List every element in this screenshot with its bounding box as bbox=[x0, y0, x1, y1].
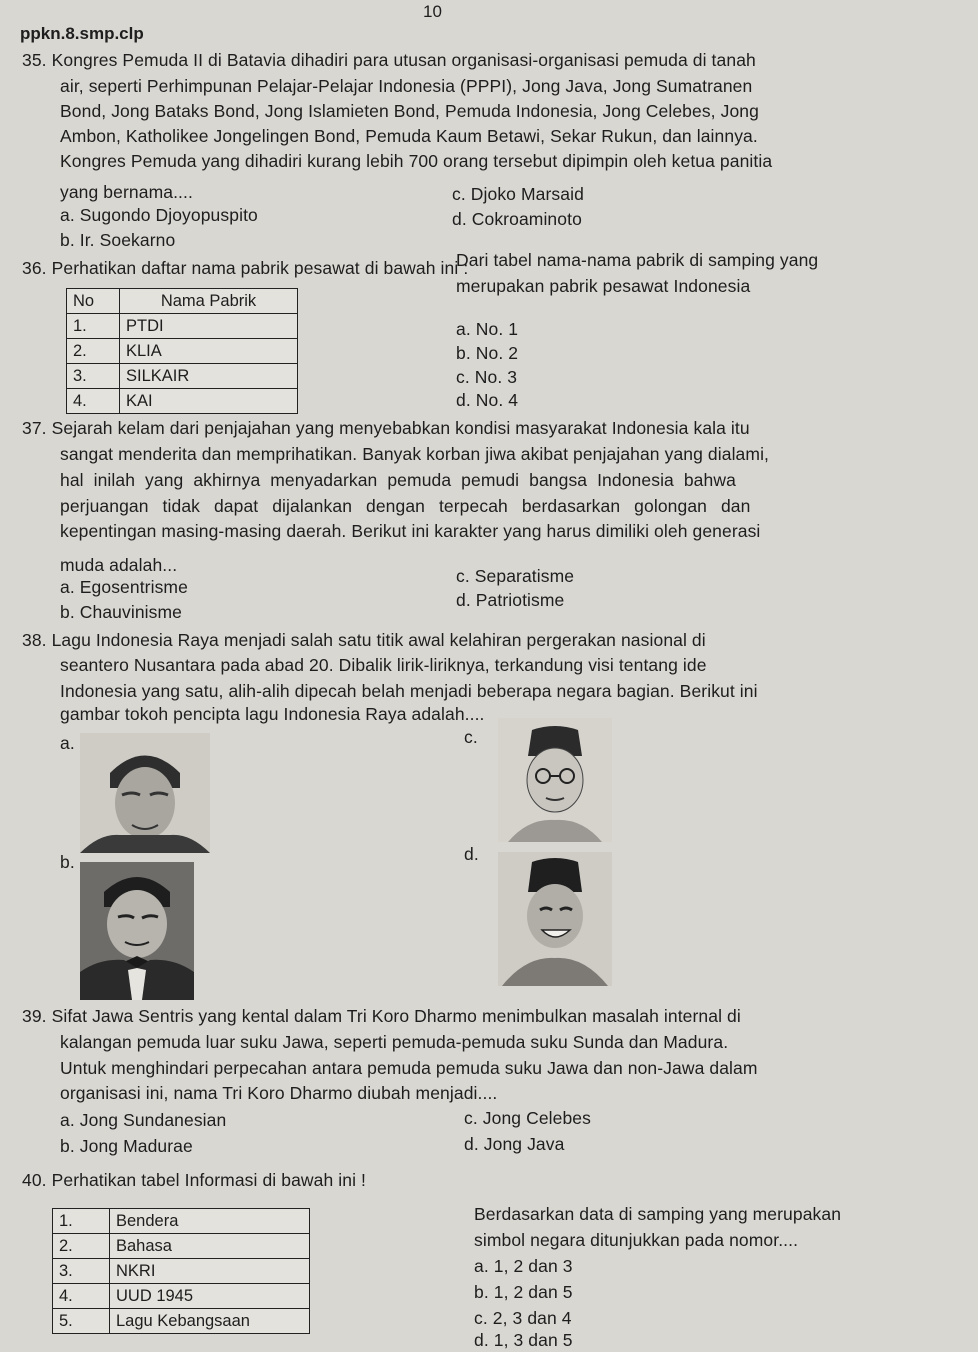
table-cell-item: UUD 1945 bbox=[110, 1284, 310, 1309]
q36-option-b[interactable]: b. No. 2 bbox=[456, 343, 519, 363]
q38-option-b-label[interactable]: b. bbox=[60, 852, 75, 872]
table-cell-no: 2. bbox=[53, 1234, 110, 1259]
portrait-d-graphic bbox=[498, 852, 612, 986]
q35-line-3: Bond, Jong Bataks Bond, Jong Islamieten Bond, Pemuda Indonesia, Jong Celebes, Jong bbox=[60, 101, 759, 121]
q36-factory-table bbox=[66, 288, 298, 414]
table-header-no: No bbox=[67, 289, 120, 314]
table-cell-no: 4. bbox=[67, 389, 120, 414]
q39-line-4: organisasi ini, nama Tri Koro Dharmo diubah menjadi.... bbox=[60, 1083, 498, 1103]
q37-option-a[interactable]: a. Egosentrisme bbox=[60, 577, 188, 597]
portrait-d-image[interactable] bbox=[498, 852, 612, 986]
q37-option-c[interactable]: c. Separatisme bbox=[456, 566, 575, 586]
q35-option-a[interactable]: a. Sugondo Djoyopuspito bbox=[60, 205, 258, 225]
q38-line-3: Indonesia yang satu, alih-alih dipecah belah menjadi beberapa negara bagian. Berikut ini bbox=[60, 681, 758, 701]
table-cell-no: 5. bbox=[53, 1309, 110, 1334]
portrait-b-image[interactable] bbox=[80, 862, 194, 1000]
portrait-b-graphic bbox=[80, 862, 194, 1000]
q35-line-2: air, seperti Perhimpunan Pelajar-Pelajar Indonesia (PPPI), Jong Java, Jong Sumatranen bbox=[60, 76, 753, 96]
q37-line-6: muda adalah... bbox=[60, 555, 178, 575]
q36-option-c[interactable]: c. No. 3 bbox=[456, 367, 518, 387]
table-row bbox=[53, 1259, 310, 1284]
table-cell-item: Bahasa bbox=[110, 1234, 310, 1259]
q35-option-d[interactable]: d. Cokroaminoto bbox=[452, 209, 582, 229]
q35-line-6: yang bernama.... bbox=[60, 182, 193, 202]
q39-option-c[interactable]: c. Jong Celebes bbox=[464, 1108, 591, 1128]
table-header-row bbox=[67, 289, 298, 314]
table-row bbox=[67, 339, 298, 364]
q36-option-a[interactable]: a. No. 1 bbox=[456, 319, 519, 339]
table-cell-name: PTDI bbox=[120, 314, 298, 339]
q38-option-c-label[interactable]: c. bbox=[464, 727, 478, 747]
q35-option-b[interactable]: b. Ir. Soekarno bbox=[60, 230, 176, 250]
table-cell-name: KAI bbox=[120, 389, 298, 414]
table-row bbox=[53, 1284, 310, 1309]
q40-side-line-2: simbol negara ditunjukkan pada nomor.... bbox=[474, 1230, 799, 1250]
q38-line-2: seantero Nusantara pada abad 20. Dibalik lirik-liriknya, terkandung visi tentang ide bbox=[60, 655, 707, 675]
q39-line-2: kalangan pemuda luar suku Jawa, seperti pemuda-pemuda suku Sunda dan Madura. bbox=[60, 1032, 729, 1052]
portrait-a-graphic bbox=[80, 733, 210, 853]
q36-side-line-1: Dari tabel nama-nama pabrik di samping yang bbox=[456, 250, 819, 270]
q40-info-table bbox=[52, 1208, 310, 1334]
q40-side-line-1: Berdasarkan data di samping yang merupakan bbox=[474, 1204, 842, 1224]
q40-option-a[interactable]: a. 1, 2 dan 3 bbox=[474, 1256, 573, 1276]
table-cell-item: Lagu Kebangsaan bbox=[110, 1309, 310, 1334]
q36-option-d[interactable]: d. No. 4 bbox=[456, 390, 519, 410]
q38-option-d-label[interactable]: d. bbox=[464, 844, 479, 864]
q38-option-a-label[interactable]: a. bbox=[60, 733, 75, 753]
table-row bbox=[67, 389, 298, 414]
table-cell-item: Bendera bbox=[110, 1209, 310, 1234]
table-header-name: Nama Pabrik bbox=[120, 289, 298, 314]
q39-option-a[interactable]: a. Jong Sundanesian bbox=[60, 1110, 227, 1130]
q36-stem: 36. Perhatikan daftar nama pabrik pesawat di bawah ini : bbox=[22, 258, 469, 278]
table-cell-no: 1. bbox=[67, 314, 120, 339]
q37-option-d[interactable]: d. Patriotisme bbox=[456, 590, 565, 610]
q36-side-line-2: merupakan pabrik pesawat Indonesia bbox=[456, 276, 751, 296]
table-cell-item: NKRI bbox=[110, 1259, 310, 1284]
q39-line-3: Untuk menghindari perpecahan antara pemuda pemuda suku Jawa dan non-Jawa dalam bbox=[60, 1058, 758, 1078]
q35-option-c[interactable]: c. Djoko Marsaid bbox=[452, 184, 584, 204]
q39-line-1: 39. Sifat Jawa Sentris yang kental dalam Tri Koro Dharmo menimbulkan masalah internal di bbox=[22, 1006, 741, 1026]
table-row bbox=[53, 1209, 310, 1234]
table-cell-no: 1. bbox=[53, 1209, 110, 1234]
q37-line-1: 37. Sejarah kelam dari penjajahan yang menyebabkan kondisi masyarakat Indonesia kala itu bbox=[22, 418, 750, 438]
table-cell-no: 2. bbox=[67, 339, 120, 364]
table-cell-name: SILKAIR bbox=[120, 364, 298, 389]
q40-option-d[interactable]: d. 1, 3 dan 5 bbox=[474, 1330, 573, 1350]
portrait-c-image[interactable] bbox=[498, 718, 612, 842]
table-cell-no: 4. bbox=[53, 1284, 110, 1309]
q37-option-b[interactable]: b. Chauvinisme bbox=[60, 602, 183, 622]
portrait-c-graphic bbox=[498, 718, 612, 842]
table-row bbox=[53, 1309, 310, 1334]
worksheet-code: ppkn.8.smp.clp bbox=[20, 24, 144, 43]
portrait-a-image[interactable] bbox=[80, 733, 210, 853]
q39-option-b[interactable]: b. Jong Madurae bbox=[60, 1136, 193, 1156]
q40-stem: 40. Perhatikan tabel Informasi di bawah ini ! bbox=[22, 1170, 366, 1190]
q38-line-4: gambar tokoh pencipta lagu Indonesia Raya adalah.... bbox=[60, 704, 485, 724]
q37-line-3: hal inilah yang akhirnya menyadarkan pemuda pemudi bangsa Indonesia bahwa bbox=[60, 470, 736, 490]
q40-option-c[interactable]: c. 2, 3 dan 4 bbox=[474, 1308, 572, 1328]
table-row bbox=[67, 314, 298, 339]
table-cell-name: KLIA bbox=[120, 339, 298, 364]
q40-option-b[interactable]: b. 1, 2 dan 5 bbox=[474, 1282, 573, 1302]
page-number: 10 bbox=[423, 2, 442, 21]
q35-line-1: 35. Kongres Pemuda II di Batavia dihadiri para utusan organisasi-organisasi pemuda di tanah bbox=[22, 50, 756, 70]
q37-line-5: kepentingan masing-masing daerah. Berikut ini karakter yang harus dimiliki oleh generasi bbox=[60, 521, 761, 541]
q38-line-1: 38. Lagu Indonesia Raya menjadi salah satu titik awal kelahiran pergerakan nasional di bbox=[22, 630, 706, 650]
table-cell-no: 3. bbox=[53, 1259, 110, 1284]
q35-line-4: Ambon, Katholikee Jongelingen Bond, Pemuda Kaum Betawi, Sekar Rukun, dan lainnya. bbox=[60, 126, 758, 146]
table-cell-no: 3. bbox=[67, 364, 120, 389]
q37-line-2: sangat menderita dan memprihatikan. Banyak korban jiwa akibat penjajahan yang dialami, bbox=[60, 444, 770, 464]
q35-line-5: Kongres Pemuda yang dihadiri kurang lebih 700 orang tersebut dipimpin oleh ketua panitia bbox=[60, 151, 773, 171]
q37-line-4: perjuangan tidak dapat dijalankan dengan terpecah berdasarkan golongan dan bbox=[60, 496, 751, 516]
table-row bbox=[53, 1234, 310, 1259]
table-row bbox=[67, 364, 298, 389]
q39-option-d[interactable]: d. Jong Java bbox=[464, 1134, 565, 1154]
